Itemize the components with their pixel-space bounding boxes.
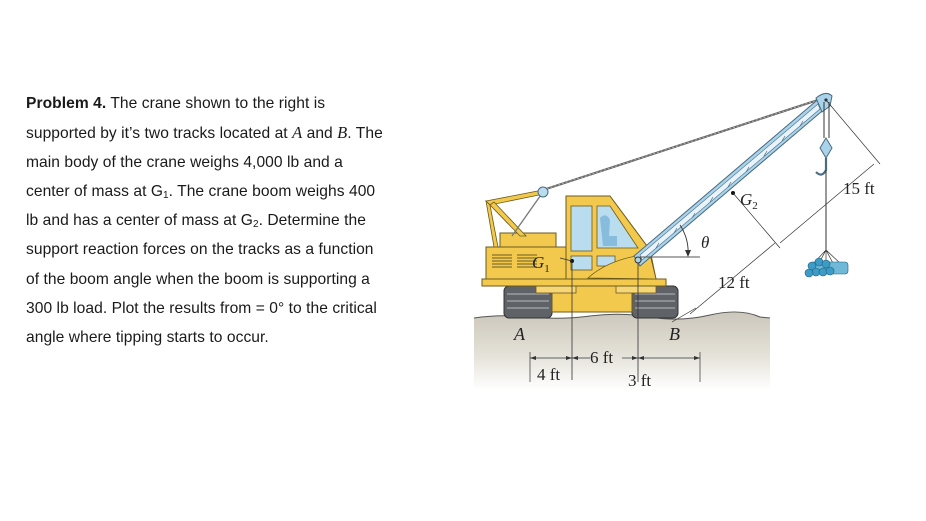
crane-diagram (460, 90, 900, 410)
problem-line-5 (26, 206, 466, 235)
text-segment: . Determine the (258, 212, 366, 230)
hoist (812, 102, 842, 265)
text-segment: lb and has a center of mass at G (26, 212, 253, 230)
boom-pivot (635, 257, 641, 263)
load-bundle (805, 258, 848, 277)
problem-line-1 (26, 89, 466, 118)
text-segment: support reaction forces on the tracks as a function (26, 241, 374, 259)
var-a: A (292, 123, 303, 143)
problem-line-2 (26, 118, 466, 148)
crane-figure (460, 90, 900, 410)
text-segment: . The (347, 125, 383, 143)
var-b: B (337, 123, 348, 143)
dim-3ft-label: 3 ft (628, 371, 652, 390)
engine-housing (486, 233, 566, 279)
text-segment: center of mass at G (26, 183, 164, 201)
text-segment: . The crane boom weighs 400 (168, 183, 376, 201)
text-segment: and (302, 125, 338, 143)
problem-line-7 (26, 265, 466, 294)
subscript: 1 (163, 190, 169, 202)
problem-line-8 (26, 294, 466, 323)
point-b-label: B (669, 324, 680, 344)
text-segment: 300 lb load. Plot the results from = 0° to the critical (26, 299, 377, 317)
dim-12ft-label: 12 ft (718, 273, 750, 292)
cab (566, 196, 656, 279)
problem-line-6 (26, 235, 466, 264)
problem-line-4 (26, 177, 466, 206)
problem-statement (26, 89, 466, 352)
text-segment: main body of the crane weighs 4,000 lb and a (26, 154, 343, 172)
sheave (538, 187, 548, 197)
theta-label: θ (701, 233, 710, 252)
text-segment: supported by it’s two tracks located at (26, 125, 293, 143)
deck (482, 279, 666, 286)
dim-15ft-line (780, 164, 874, 243)
text-segment: angle where tipping starts to occur. (26, 328, 269, 346)
problem-line-9 (26, 323, 466, 352)
boom (634, 93, 832, 266)
dim-15ft-label: 15 ft (843, 179, 875, 198)
text-segment: The crane shown to the right is (106, 95, 326, 112)
dim-4ft-label: 4 ft (537, 365, 561, 384)
problem-line-3 (26, 148, 466, 177)
subscript: 2 (252, 219, 259, 231)
g2-label: $G_2$ (740, 190, 758, 212)
point-a-label: A (514, 324, 525, 344)
text-segment: of the boom angle when the boom is supporting a (26, 270, 370, 288)
dim-6ft-label: 6 ft (590, 348, 614, 367)
g1-label: $G_1$ (532, 253, 550, 275)
problem-heading: Problem 4. (26, 95, 107, 112)
